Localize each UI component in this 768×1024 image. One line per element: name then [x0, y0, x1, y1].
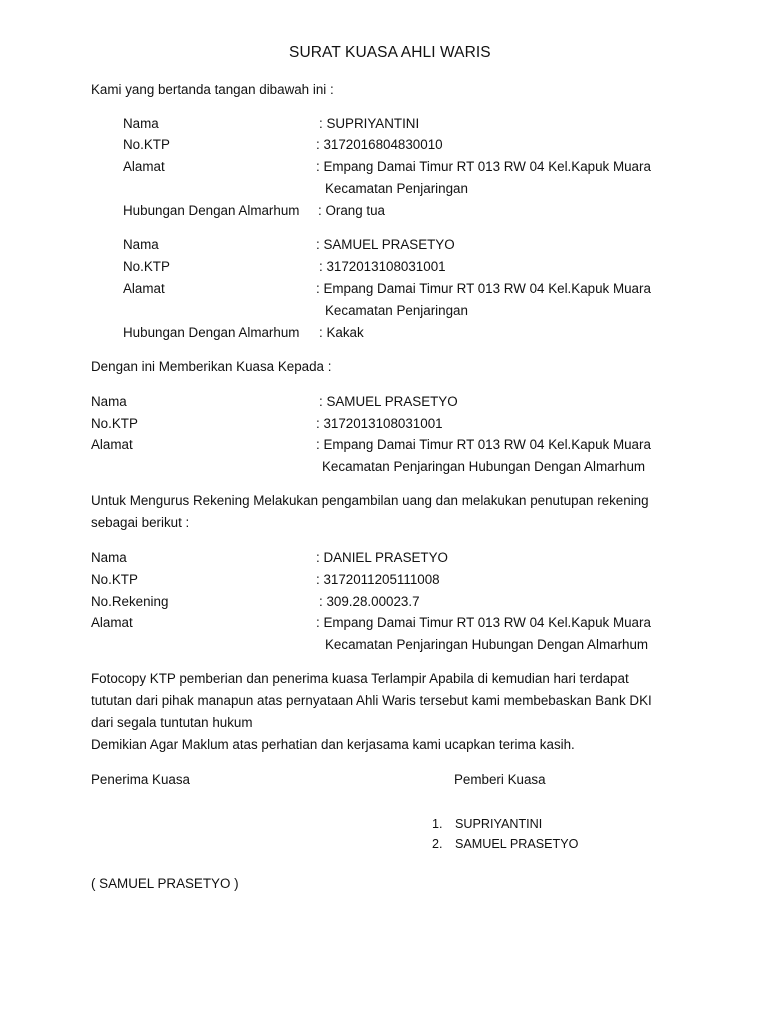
nama-label: Nama [91, 550, 127, 565]
purpose-line-2: sebagai berikut : [91, 515, 190, 530]
pemberi-list-number: 1. [432, 817, 443, 831]
closing-line-4: Demikian Agar Maklum atas perhatian dan kerjasama kami ucapkan terima kasih. [91, 737, 575, 752]
penerima-name: ( SAMUEL PRASETYO ) [91, 876, 239, 891]
ktp-value: : 3172013108031001 [319, 259, 446, 274]
alamat-value-line2: Kecamatan Penjaringan [325, 181, 468, 196]
pemberi-list-name: SAMUEL PRASETYO [455, 837, 579, 851]
ktp-value: : 3172011205111008 [316, 572, 440, 587]
ktp-value: : 3172016804830010 [316, 137, 443, 152]
nama-label: Nama [123, 237, 159, 252]
ktp-label: No.KTP [123, 259, 170, 274]
alamat-value-line1: : Empang Damai Timur RT 013 RW 04 Kel.Kapuk Muara [316, 615, 651, 630]
alamat-value-line1: : Empang Damai Timur RT 013 RW 04 Kel.Kapuk Muara [316, 437, 651, 452]
pemberi-kuasa-label: Pemberi Kuasa [454, 772, 546, 787]
ktp-label: No.KTP [123, 137, 170, 152]
closing-line-3: dari segala tuntutan hukum [91, 715, 253, 730]
rekening-label: No.Rekening [91, 594, 169, 609]
penerima-kuasa-label: Penerima Kuasa [91, 772, 190, 787]
pemberi-list-number: 2. [432, 837, 443, 851]
hubungan-value: : Orang tua [318, 203, 385, 218]
hubungan-label: Hubungan Dengan Almarhum [123, 203, 300, 218]
closing-line-2: tututan dari pihak manapun atas pernyataan Ahli Waris tersebut kami membebaskan Bank DKI [91, 693, 652, 708]
nama-value: : SAMUEL PRASETYO [319, 394, 458, 409]
alamat-value-line2: Kecamatan Penjaringan Hubungan Dengan Almarhum [325, 637, 649, 652]
hubungan-label: Hubungan Dengan Almarhum [123, 325, 300, 340]
alamat-label: Alamat [91, 437, 133, 452]
closing-line-1: Fotocopy KTP pemberian dan penerima kuasa Terlampir Apabila di kemudian hari terdapat [91, 671, 629, 686]
rekening-value: : 309.28.00023.7 [319, 594, 420, 609]
alamat-value-line2: Kecamatan Penjaringan [325, 303, 468, 318]
intro-text: Kami yang bertanda tangan dibawah ini : [91, 82, 334, 97]
alamat-label: Alamat [91, 615, 133, 630]
pemberi-list-name: SUPRIYANTINI [455, 817, 543, 831]
alamat-label: Alamat [123, 281, 165, 296]
alamat-value-line1: : Empang Damai Timur RT 013 RW 04 Kel.Kapuk Muara [316, 159, 651, 174]
ktp-value: : 3172013108031001 [316, 416, 443, 431]
nama-value: : SUPRIYANTINI [319, 116, 420, 131]
alamat-value-line1: : Empang Damai Timur RT 013 RW 04 Kel.Kapuk Muara [316, 281, 651, 296]
kuasa-intro-text: Dengan ini Memberikan Kuasa Kepada : [91, 359, 332, 374]
alamat-value-line2: Kecamatan Penjaringan Hubungan Dengan Almarhum [322, 459, 646, 474]
nama-value: : SAMUEL PRASETYO [316, 237, 455, 252]
document-title: SURAT KUASA AHLI WARIS [289, 44, 491, 61]
hubungan-value: : Kakak [319, 325, 364, 340]
nama-value: : DANIEL PRASETYO [316, 550, 448, 565]
nama-label: Nama [91, 394, 127, 409]
ktp-label: No.KTP [91, 416, 138, 431]
alamat-label: Alamat [123, 159, 165, 174]
nama-label: Nama [123, 116, 159, 131]
purpose-line-1: Untuk Mengurus Rekening Melakukan pengambilan uang dan melakukan penutupan rekening [91, 493, 649, 508]
ktp-label: No.KTP [91, 572, 138, 587]
